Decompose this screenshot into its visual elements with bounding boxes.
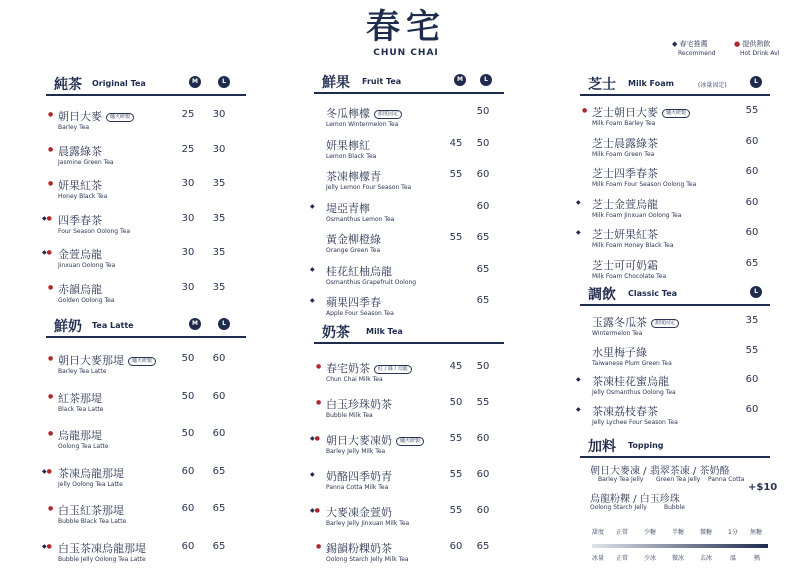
price-l: 30 xyxy=(212,143,226,155)
item-marks xyxy=(316,543,321,550)
item-name: 晨露綠茶 xyxy=(58,144,102,158)
section-tea-latte xyxy=(42,314,246,564)
section-title-cn: 加料 xyxy=(588,439,616,455)
brand-logo xyxy=(340,8,472,58)
item-name: 芝士晨露綠茶 xyxy=(592,136,658,150)
dot-icon: ● xyxy=(46,214,52,222)
item-name-en: Golden Oolong Tea xyxy=(58,296,115,304)
diamond-icon: ◆ xyxy=(310,471,315,478)
diamond-icon: ◆ xyxy=(576,198,581,206)
section-header xyxy=(314,70,504,94)
item-name: 赤韻烏龍 xyxy=(58,282,102,296)
menu-item xyxy=(576,373,770,401)
section-fruit-tea xyxy=(310,70,504,320)
price-m: 55 xyxy=(449,232,463,243)
item-name-en: Barley Tea xyxy=(58,124,90,131)
item-name-en: Jelly Lemon Four Season Tea xyxy=(326,184,412,191)
price-l: 60 xyxy=(476,505,490,516)
dot-icon: ● xyxy=(48,145,54,153)
item-name-en: Bubble Milk Tea xyxy=(326,412,373,419)
menu-item xyxy=(310,294,504,322)
item-tag: 爐火研製 xyxy=(128,357,156,366)
menu-item xyxy=(576,196,770,224)
menu-item xyxy=(314,168,504,196)
price-l: 60 xyxy=(476,469,490,480)
brand-name-en: CHUN CHAI xyxy=(373,48,439,58)
legend-recommend: ◆ 春宅推薦 Recommend xyxy=(672,40,716,57)
topping-line-1: 朝日大麥凍 / 翡翠茶凍 / 茶奶酪 xyxy=(590,466,730,477)
price-m: 55 xyxy=(449,469,463,480)
price-m: 30 xyxy=(181,247,195,258)
section-title-cn: 調飲 xyxy=(588,287,616,303)
sweetness-label: 甜度 xyxy=(592,529,605,536)
item-marks xyxy=(42,468,52,475)
item-name: 桂花紅柚烏龍 xyxy=(326,264,392,278)
price-l: 65 xyxy=(476,232,490,243)
ice-level: 熱 xyxy=(754,555,761,562)
item-marks xyxy=(316,399,321,406)
item-name-en: Oolong Tea Latte xyxy=(58,443,109,450)
menu-item xyxy=(42,540,246,568)
menu-item xyxy=(576,403,770,431)
item-name-en: Panna Cotta Milk Tea xyxy=(326,484,389,491)
item-name-en: Bubble Black Tea Latte xyxy=(58,518,127,525)
sweetness-level: 半糖 xyxy=(672,529,685,536)
item-marks xyxy=(576,199,581,206)
menu-item xyxy=(314,105,504,133)
price-l: 55 xyxy=(745,344,759,356)
item-name-en: Milk Foam Four Season Oolong Tea xyxy=(592,181,697,188)
sweetness-level: 少糖 xyxy=(644,529,657,536)
item-name-en: Oolong Starch Jelly Milk Tea xyxy=(326,556,409,563)
menu-item xyxy=(314,231,504,259)
price-l: 60 xyxy=(745,196,759,208)
item-marks xyxy=(48,111,53,118)
item-name-en: Jelly Lychee Four Season Tea xyxy=(592,418,678,426)
menu-item xyxy=(46,352,246,380)
section-title-cn: 純茶 xyxy=(54,77,82,93)
menu-item xyxy=(42,465,246,493)
item-name-en: Chun Chai Milk Tea xyxy=(326,376,383,383)
sweetness-scale xyxy=(592,527,768,538)
price-l: 35 xyxy=(745,315,759,326)
item-name-en: Lemon Black Tea xyxy=(326,152,377,160)
ice-fixed-note: (冰量固定) xyxy=(698,82,727,89)
menu-item xyxy=(46,143,246,171)
item-name-en: Orange Green Tea xyxy=(326,247,381,254)
item-name-en: Taiwanese Plum Green Tea xyxy=(592,359,672,367)
dot-icon: ● xyxy=(734,40,741,48)
price-l: 65 xyxy=(212,465,226,477)
item-tag: 爐火研製 xyxy=(106,113,134,122)
brand-name-cn: 春宅 xyxy=(366,7,446,47)
item-marks xyxy=(48,284,53,291)
sweetness-level: 無糖 xyxy=(750,529,763,536)
price-l: 60 xyxy=(745,166,759,177)
item-name-en: Jasmine Green Tea xyxy=(58,158,114,166)
size-l-badge: L xyxy=(750,76,762,88)
item-name: 春宅奶茶 紅 / 綠 / 烏龍 xyxy=(326,360,412,376)
item-name: 紅茶那堤 xyxy=(58,391,102,405)
diamond-icon: ◆ xyxy=(42,249,47,256)
dot-icon: ● xyxy=(314,507,320,514)
item-name-en: Honey Black Tea xyxy=(58,193,108,200)
topping-en-bubble: Bubble xyxy=(664,504,685,511)
price-m: 55 xyxy=(449,505,463,516)
item-name: 茶凍檸檬青 xyxy=(326,170,381,183)
item-marks xyxy=(310,471,315,478)
item-name: 茶凍荔枝春茶 xyxy=(592,404,658,418)
item-tag: 甜度固定 xyxy=(374,110,402,119)
section-header xyxy=(46,72,246,96)
item-marks xyxy=(576,229,581,236)
dot-icon: ● xyxy=(48,180,54,187)
topping-en-panna: Panna Cotta xyxy=(708,476,745,483)
menu-item xyxy=(46,281,246,309)
price-l: 35 xyxy=(212,212,226,224)
item-marks xyxy=(576,406,581,413)
item-marks xyxy=(310,203,315,210)
item-name: 白玉珍珠奶茶 xyxy=(326,398,392,411)
menu-item xyxy=(46,108,246,136)
sweetness-level: 1分 xyxy=(728,529,738,536)
item-marks xyxy=(48,180,53,187)
item-name: 冬瓜檸檬 甜度固定 xyxy=(326,105,402,121)
sweetness-level: 正常 xyxy=(616,529,629,536)
item-marks xyxy=(310,435,320,442)
price-m: 50 xyxy=(181,353,195,364)
ice-level: 溫 xyxy=(730,555,737,562)
price-l: 60 xyxy=(476,433,490,444)
price-l: 60 xyxy=(745,374,759,385)
size-m-badge: M xyxy=(189,318,201,330)
menu-item xyxy=(580,165,770,193)
item-marks xyxy=(48,355,53,362)
price-m: 50 xyxy=(181,390,195,402)
item-name-en: Barley Tea Latte xyxy=(58,368,107,375)
item-marks xyxy=(48,146,53,153)
item-marks xyxy=(576,376,581,383)
price-m: 60 xyxy=(181,540,195,552)
price-l: 60 xyxy=(745,227,759,238)
price-m: 55 xyxy=(449,433,463,444)
ice-label: 冰量 xyxy=(592,555,605,562)
section-header xyxy=(580,72,770,96)
legend-hot-drink: ● 提供熱飲 Hot Drink Avl xyxy=(734,40,780,57)
item-name-en: Bubble Jelly Oolong Tea Latte xyxy=(58,555,146,563)
price-l: 50 xyxy=(476,106,490,117)
item-name: 烏龍那堤 xyxy=(58,429,102,442)
item-name: 堤亞青檸 xyxy=(326,201,370,215)
item-tag: 爐火研製 xyxy=(662,109,690,118)
item-name-en: Four Season Oolong Tea xyxy=(58,227,131,235)
section-original-tea xyxy=(42,72,246,304)
price-m: 30 xyxy=(181,212,195,224)
diamond-icon: ◆ xyxy=(576,405,581,413)
section-header xyxy=(580,434,770,458)
item-name-en: Barley Jelly Milk Tea xyxy=(326,448,386,455)
ice-level: 去冰 xyxy=(700,555,713,562)
menu-item xyxy=(46,177,246,205)
topping-en-oolong: Oolong Starch Jelly xyxy=(590,504,647,511)
price-l: 65 xyxy=(476,541,490,552)
item-name-en: Barley Jelly Jinxuan Milk Tea xyxy=(326,520,410,527)
diamond-icon: ◆ xyxy=(576,229,581,236)
item-name-en: Apple Four Season Tea xyxy=(326,310,394,317)
price-l: 55 xyxy=(745,105,759,116)
item-name: 奶酪四季奶青 xyxy=(326,470,392,483)
section-title-en: Tea Latte xyxy=(92,321,134,330)
section-title-en: Milk Tea xyxy=(366,327,403,336)
price-l: 30 xyxy=(212,109,226,120)
item-marks xyxy=(42,249,52,256)
menu-item xyxy=(314,360,504,388)
menu-item xyxy=(310,432,504,460)
menu-item xyxy=(42,246,246,274)
size-l-badge: L xyxy=(480,74,492,86)
item-name: 黃金柳橙綠 xyxy=(326,233,381,246)
sweetness-level: 微糖 xyxy=(700,529,713,536)
size-m-badge: M xyxy=(189,76,201,88)
item-name: 妍果紅茶 xyxy=(58,179,102,192)
item-marks xyxy=(48,393,53,400)
dot-icon: ● xyxy=(48,505,54,512)
item-name: 四季春茶 xyxy=(58,213,102,227)
item-name: 芝士可可奶霜 xyxy=(592,258,658,272)
menu-item xyxy=(580,104,770,132)
size-l-badge: L xyxy=(218,318,230,330)
price-l: 60 xyxy=(212,353,226,364)
size-l-badge: L xyxy=(750,286,762,298)
price-l: 65 xyxy=(212,540,226,552)
diamond-icon: ◆ xyxy=(310,202,315,210)
menu-item xyxy=(46,502,246,530)
diamond-icon: ◆ xyxy=(310,507,315,514)
menu-item xyxy=(42,212,246,240)
diamond-icon: ◆ xyxy=(310,265,315,273)
price-l: 60 xyxy=(745,403,759,415)
price-m: 55 xyxy=(449,169,463,180)
price-l: 35 xyxy=(212,281,226,293)
ice-level: 微冰 xyxy=(672,555,685,562)
price-l: 35 xyxy=(212,247,226,258)
price-l: 60 xyxy=(476,169,490,180)
price-l: 60 xyxy=(212,390,226,402)
item-tag: 爐火研製 xyxy=(396,437,424,446)
item-marks xyxy=(310,507,320,514)
menu-item xyxy=(580,344,770,372)
section-title-en: Milk Foam xyxy=(628,79,674,88)
price-m: 45 xyxy=(449,361,463,372)
menu-item xyxy=(314,137,504,165)
ice-scale xyxy=(592,553,768,564)
price-l: 50 xyxy=(476,137,490,149)
price-m: 50 xyxy=(181,428,195,439)
diamond-icon: ◆ xyxy=(672,40,678,48)
item-name: 茶凍烏龍那堤 xyxy=(58,466,124,480)
price-l: 50 xyxy=(476,361,490,372)
dot-icon: ● xyxy=(46,249,52,256)
item-name-en: Jelly Oolong Tea Latte xyxy=(58,480,123,488)
section-classic-tea xyxy=(576,282,770,432)
diamond-icon: ◆ xyxy=(310,435,315,442)
item-name: 金萱烏龍 xyxy=(58,248,102,261)
item-name-en: Osmanthus Lemon Tea xyxy=(326,215,395,223)
diamond-icon: ◆ xyxy=(42,542,47,550)
section-title-en: Original Tea xyxy=(92,79,146,88)
dot-icon: ● xyxy=(48,392,54,400)
dot-icon: ● xyxy=(46,542,52,550)
size-m-badge: M xyxy=(454,74,466,86)
price-l: 55 xyxy=(476,397,490,408)
item-name: 妍果檸紅 xyxy=(326,138,370,152)
item-name: 茶凍桂花蜜烏龍 xyxy=(592,375,669,388)
price-l: 60 xyxy=(476,200,490,212)
item-name: 錫韻粉粿奶茶 xyxy=(326,542,392,555)
dot-icon: ● xyxy=(316,399,322,406)
item-name: 大麥凍金萱奶 xyxy=(326,506,392,519)
price-m: 25 xyxy=(181,143,195,155)
section-milk-foam xyxy=(576,72,770,282)
dot-icon: ● xyxy=(46,467,52,475)
price-m: 45 xyxy=(449,137,463,149)
diamond-icon: ◆ xyxy=(42,214,47,222)
section-title-en: Classic Tea xyxy=(628,289,678,298)
section-topping xyxy=(580,434,778,511)
item-marks xyxy=(42,543,52,550)
section-title-cn: 鮮果 xyxy=(322,75,350,91)
item-name-en: Black Tea Latte xyxy=(58,405,104,413)
menu-item xyxy=(310,263,504,291)
price-l: 65 xyxy=(212,503,226,514)
section-title-cn: 芝士 xyxy=(588,77,616,93)
item-name: 芝士朝日大麥 爐火研製 xyxy=(592,104,690,120)
dot-icon: ● xyxy=(316,363,322,370)
price-m: 50 xyxy=(449,397,463,408)
item-name-en: Milk Foam Green Tea xyxy=(592,150,655,158)
dot-icon: ● xyxy=(314,435,320,442)
menu-item xyxy=(310,200,504,228)
topping-line-2: 烏龍粉粿 / 白玉珍珠 xyxy=(590,494,680,505)
item-marks xyxy=(42,215,52,222)
dot-icon: ● xyxy=(48,430,54,437)
price-l: 65 xyxy=(476,263,490,275)
dot-icon: ● xyxy=(316,543,322,550)
size-l-badge: L xyxy=(218,76,230,88)
price-l: 65 xyxy=(745,257,759,269)
item-name-en: Lemon Wintermelon Tea xyxy=(326,121,399,128)
item-name-en: Jelly Osmanthus Oolong Tea xyxy=(592,389,676,396)
item-marks xyxy=(316,363,321,370)
item-name: 芝士金萱烏龍 xyxy=(592,197,658,211)
section-header xyxy=(314,320,504,344)
item-name: 芝士四季春茶 xyxy=(592,167,658,180)
price-m: 60 xyxy=(181,503,195,514)
section-title-en: Topping xyxy=(628,441,664,450)
item-name-en: Milk Foam Honey Black Tea xyxy=(592,242,674,249)
section-milk-tea xyxy=(310,320,504,570)
item-name: 蘋果四季春 xyxy=(326,296,381,309)
menu-item xyxy=(46,427,246,455)
item-name: 玉露冬瓜茶 甜度固定 xyxy=(592,314,679,330)
item-name: 朝日大麥 爐火研製 xyxy=(58,108,134,124)
item-name: 白玉紅茶那堤 xyxy=(58,504,124,517)
diamond-icon: ◆ xyxy=(576,376,581,383)
menu-item xyxy=(314,540,504,568)
section-header xyxy=(580,282,770,306)
item-name: 芝士妍果紅茶 xyxy=(592,228,658,241)
section-header xyxy=(46,314,246,338)
section-title-en: Fruit Tea xyxy=(362,77,402,86)
diamond-icon: ◆ xyxy=(310,297,315,304)
item-name-en: Wintermelon Tea xyxy=(592,330,643,337)
price-l: 60 xyxy=(745,135,759,147)
dot-icon: ● xyxy=(48,111,54,118)
item-name-en: Osmanthus Grapefruit Oolong xyxy=(326,278,417,286)
item-name: 朝日大麥那堤 爐火研製 xyxy=(58,352,156,368)
menu-item xyxy=(314,396,504,424)
price-m: 60 xyxy=(449,541,463,552)
price-m: 30 xyxy=(181,178,195,189)
ice-level: 正常 xyxy=(616,555,629,562)
menu-item xyxy=(310,504,504,532)
price-m: 30 xyxy=(181,281,195,293)
item-name-en: Milk Foam Barley Tea xyxy=(592,120,656,127)
price-l: 65 xyxy=(476,295,490,306)
item-marks xyxy=(310,297,315,304)
menu-item xyxy=(580,257,770,285)
dot-icon: ● xyxy=(582,107,588,114)
menu-item xyxy=(580,314,770,342)
section-title-cn: 鮮奶 xyxy=(54,319,82,335)
item-tag: 紅 / 綠 / 烏龍 xyxy=(374,365,412,374)
price-l: 35 xyxy=(212,178,226,189)
price-m: 25 xyxy=(181,109,195,120)
price-l: 60 xyxy=(212,428,226,439)
item-marks xyxy=(310,266,315,273)
item-marks xyxy=(48,505,53,512)
item-name-en: Milk Foam Jinxuan Oolong Tea xyxy=(592,211,682,219)
price-m: 60 xyxy=(181,465,195,477)
ice-level: 少冰 xyxy=(644,555,657,562)
menu-item xyxy=(46,390,246,418)
diamond-icon: ◆ xyxy=(42,467,47,475)
item-marks xyxy=(48,430,53,437)
topping-en-green: Green Tea Jelly xyxy=(656,476,701,483)
item-marks xyxy=(582,107,587,114)
dot-icon: ● xyxy=(48,283,54,291)
menu-item xyxy=(580,135,770,163)
item-name: 朝日大麥凍奶 爐火研製 xyxy=(326,432,424,448)
menu-item xyxy=(576,226,770,254)
item-name: 白玉茶凍烏龍那堤 xyxy=(58,541,146,555)
item-name-en: Milk Foam Chocolate Tea xyxy=(592,272,667,280)
section-title-cn: 奶茶 xyxy=(322,325,350,341)
item-name-en: Jinxuan Oolong Tea xyxy=(58,262,116,269)
item-name: 水里梅子綠 xyxy=(592,345,647,359)
topping-en-barley: Barley Tea Jelly xyxy=(598,476,644,483)
menu-item xyxy=(310,468,504,496)
dot-icon: ● xyxy=(48,355,54,362)
sweetness-ice-gradient-bar xyxy=(592,544,768,548)
topping-price: +$10 xyxy=(748,482,778,493)
item-tag: 甜度固定 xyxy=(651,319,679,328)
